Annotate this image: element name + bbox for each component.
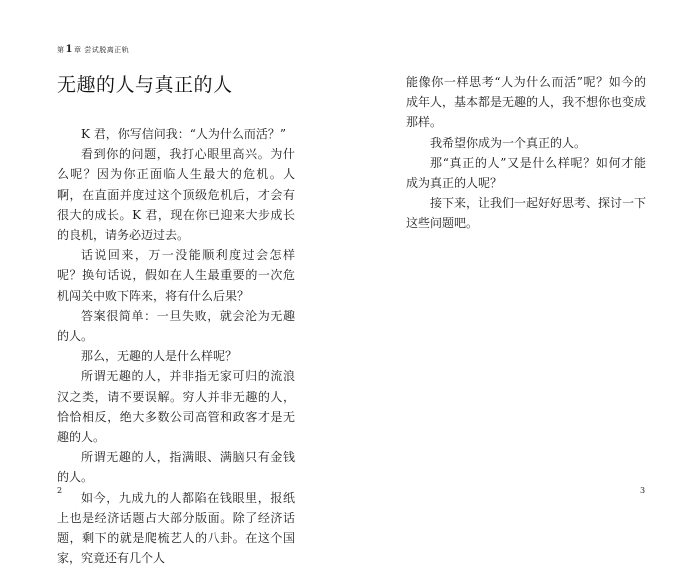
paragraph: 看到你的问题，我打心眼里高兴。为什么呢？因为你正面临人生最大的危机。人啊，在直面并度过这个顶级危机后，才会有很大的成长。K 君，现在你已迎来大步成长的良机，请务必迈过去。 xyxy=(57,147,295,243)
paragraph: 所谓无趣的人，指满眼、满脑只有金钱的人。 xyxy=(57,450,295,485)
running-head-prefix: 第 xyxy=(57,46,65,54)
paragraph: 答案很简单：一旦失败，就会沦为无趣的人。 xyxy=(57,308,295,344)
page-number: 3 xyxy=(640,486,646,495)
left-page xyxy=(0,0,350,566)
paragraph: 如今，九成九的人都陷在钱眼里，报纸上也是经济话题占大部分版面。除了经济话题，剩下的就是爬梳艺人的八卦。在这个国家，究竟还有几个人 xyxy=(57,490,295,566)
running-head-chapter-number: 1 xyxy=(65,44,73,55)
running-head-suffix: 章 xyxy=(73,46,82,54)
left-body-text xyxy=(57,124,295,568)
running-head-title: 尝试脱离正轨 xyxy=(84,46,130,54)
paragraph: 那“真正的人”又是什么样呢？如何才能成为真正的人呢？ xyxy=(406,155,646,191)
paragraph: 所谓无趣的人，并非指无家可归的流浪汉之类，请不要误解。穷人并非无趣的人，恰恰相反，绝大多数公司高管和政客才是无趣的人。 xyxy=(57,369,295,445)
paragraph: K 君，你写信问我：“人为什么而活？” xyxy=(81,127,287,141)
chapter-title: 无趣的人与真正的人 xyxy=(57,74,233,96)
right-page xyxy=(350,0,700,531)
paragraph: 我希望你成为一个真正的人。 xyxy=(430,135,587,150)
running-head xyxy=(57,44,129,55)
paragraph: 那么，无趣的人是什么样呢？ xyxy=(81,349,238,364)
paragraph-continuation: 能像你一样思考“人为什么而活”呢？如今的成年人，基本都是无趣的人，我不想你也变成那样。 xyxy=(406,75,647,130)
right-body-text xyxy=(406,72,646,234)
paragraph: 话说回来，万一没能顺利度过会怎样呢？换句话说，假如在人生最重要的一次危机闯关中败下阵来，将有什么后果？ xyxy=(57,248,295,303)
page-number: 2 xyxy=(57,486,63,495)
paragraph: 接下来，让我们一起好好思考、探讨一下这些问题吧。 xyxy=(406,196,647,231)
